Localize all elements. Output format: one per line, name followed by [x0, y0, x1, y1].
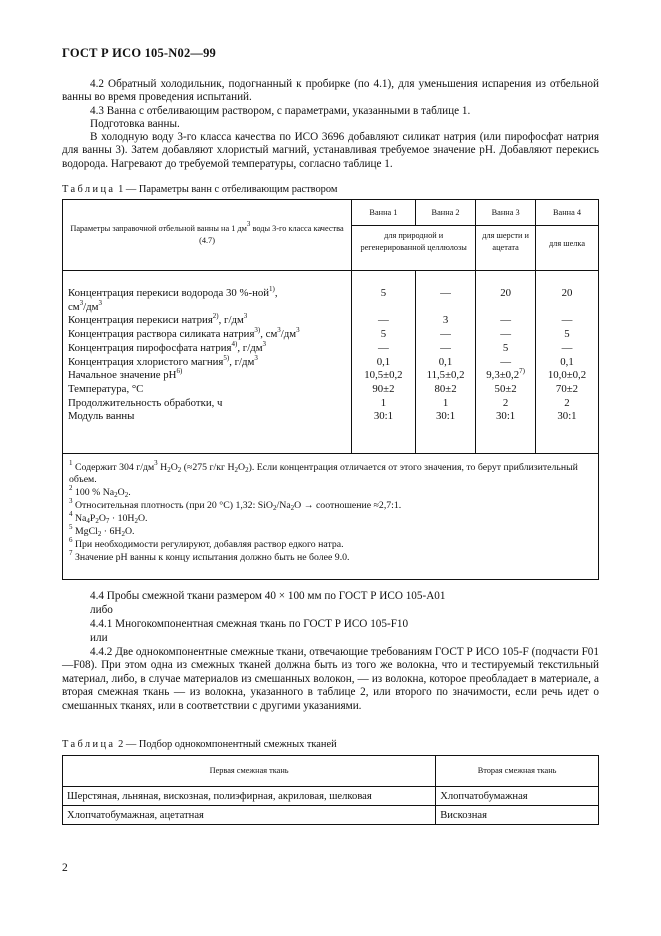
cell-value: 11,5±0,2 — [426, 369, 465, 382]
bath-header: Ванна 4 — [535, 200, 598, 226]
param-row: Концентрация перекиси водорода 30 %-ной$^{1)}$, — [68, 285, 278, 299]
cell-value: $9,3\pm 0,2^{7)}$ — [486, 367, 525, 382]
param-row: Температура, °С — [68, 382, 144, 395]
paragraph-4-4: 4.4 Пробы смежной ткани размером 40 × 100 мм по ГОСТ Р ИСО 105-А01 — [90, 590, 446, 602]
footnote: $^2$ 100 % $Na_2O_2$. — [69, 484, 131, 499]
footnote: $^5$ MgCl$_2$ · $6H_2O$. — [69, 523, 135, 538]
cell-value: 5 — [380, 328, 387, 341]
table1-footnotes — [63, 454, 599, 580]
cell-value: 30:1 — [496, 410, 516, 423]
cell-value: 90±2 — [372, 382, 395, 395]
param-row: $см^3/дм^3$ — [68, 298, 102, 313]
param-header: Параметры заправочной отбельной ванны на 1 $дм^3$ воды 3-го класса качества (4.7) — [63, 200, 352, 271]
document-header: ГОСТ Р ИСО 105-N02—99 — [62, 46, 217, 60]
paragraph-or-2: или — [90, 632, 108, 644]
bath1-values — [352, 271, 416, 454]
fiber-header: для шерсти и ацетата — [476, 226, 536, 271]
param-row: Начальное значение $рН^{6)}$ — [68, 367, 183, 382]
fiber-header: для природной и регенерированной целлюлозы — [352, 226, 476, 271]
bath2-values — [415, 271, 475, 454]
bath4-values — [535, 271, 598, 454]
cell-value: — — [561, 341, 573, 354]
footnote: $^6$ При необходимости регулируют, добавляя раствор едкого натра. — [69, 536, 344, 550]
cell-value: 30:1 — [373, 410, 394, 423]
table-cell: Хлопчатобумажная, ацетатная — [63, 806, 436, 825]
cell-value: — — [440, 341, 451, 354]
table2-header: Вторая смежная ткань — [436, 756, 599, 787]
cell-value: 5 — [564, 328, 570, 341]
footnote: $^7$ Значение рН ванны к концу испытания должно быть не более 9.0. — [69, 549, 350, 563]
page-number: 2 — [62, 862, 68, 874]
cell-value: 5 — [502, 341, 509, 354]
cell-value: 50±2 — [494, 382, 517, 395]
paragraph-or-1: либо — [90, 604, 113, 616]
cell-value: 3 — [442, 314, 449, 327]
cell-value: 10,5±0,2 — [364, 369, 403, 382]
footnote: $^4$ $Na_4P_2O_7 \cdot 10H_2O$. — [69, 510, 148, 525]
paragraph-4-3: 4.3 Ванна с отбеливающим раствором, с параметрами, указанными в таблице 1. — [90, 105, 471, 117]
footnote: $^1$ Содержит 304 $г/дм^3$ $H_2O_2$ (≈275 г/кг $H_2O_2$). Если концентрация отличается от этого значения, то берут приблизительный объем. — [69, 459, 578, 485]
param-row: Концентрация хлористого магния$^{5)}$, $г/дм^3$ — [68, 353, 258, 368]
bath3-values — [476, 271, 536, 454]
cell-value: — — [500, 355, 512, 368]
param-row: Концентрация пирофосфата натрия$^{4)}$, $г/дм^3$ — [68, 339, 267, 354]
cell-value: 30:1 — [557, 410, 577, 423]
paragraph-4-4-1: 4.4.1 Многокомпонентная смежная ткань по ГОСТ Р ИСО 105-F10 — [90, 618, 409, 630]
paragraph-4-2: 4.2 Обратный холодильник, подогнанный к пробирке (по 4.1), для уменьшения испарения из отбельной ванны во время проведения испытаний. — [62, 78, 599, 104]
paragraph-4-4-2: 4.4.2 Две однокомпонентные смежные ткани, отвечающие требованиям ГОСТ Р ИСО 105-F (подчасти F01—F08). При этом одна из смежных тканей должна быть из того же волокна, что и тестируемый текстильный материал, либо, в случае материалов из смешанных волокон, — из волокна, которое преобладает в материале, а вторая смежная ткань — из волокна, указанного в таблице 2, или второго по значимости, если речь идет о смешанных тканях, или в соответствии с другими указаниями. — [62, 646, 599, 712]
cell-value: 0,1 — [376, 355, 391, 368]
cell-value: — — [440, 328, 451, 341]
param-row: Продолжительность обработки, ч — [68, 396, 223, 409]
table2-caption: Таблица 2 — Подбор однокомпонентный смежных тканей — [62, 739, 337, 750]
paragraph-bath-prep-text: В холодную воду 3-го класса качества по ИСО 3696 добавляют силикат натрия (или пирофосфат натрия для ванны 3). Затем добавляют хлористый магний, устанавливая требуемое значение рН. Добавляют перекись водорода. Нагревают до требуемой температуры, согласно таблице 1. — [62, 131, 599, 170]
cell-value: 0,1 — [438, 355, 453, 368]
table-cell: Вискозная — [436, 806, 599, 825]
table1-caption: Таблица 1 — Параметры ванн с отбеливающим раствором — [62, 184, 338, 195]
bath-header: Ванна 2 — [415, 200, 475, 226]
cell-value: 0,1 — [560, 355, 574, 368]
footnote: $^3$ Относительная плотность (при 20 °С) 1,32: $SiO_2/Na_2O$ → соотношение ≈2,7:1. — [69, 497, 402, 512]
cell-value: — — [500, 314, 512, 327]
cell-value: 2 — [502, 396, 509, 409]
cell-value: 1 — [442, 396, 449, 409]
fiber-header: для шелка — [535, 226, 598, 271]
cell-value: 20 — [561, 287, 573, 299]
param-row: Концентрация раствора силиката натрия$^{3)}$, $см^3/дм^3$ — [68, 326, 300, 341]
cell-value: 80±2 — [434, 382, 457, 395]
cell-value: — — [378, 314, 389, 327]
param-row: Концентрация перекиси натрия$^{2)}$, $г/дм^3$ — [68, 312, 248, 327]
table-cell: Хлопчатобумажная — [436, 787, 599, 806]
paragraph-bath-prep: Подготовка ванны. — [90, 118, 180, 130]
cell-value: — — [378, 341, 389, 354]
cell-value: 1 — [380, 396, 387, 409]
cell-value: 2 — [564, 396, 570, 409]
param-names — [63, 271, 352, 454]
table-bath-parameters — [62, 199, 599, 580]
table-adjacent-fabrics — [62, 755, 599, 825]
table-cell: Шерстяная, льняная, вискозная, полиэфирная, акриловая, шелковая — [63, 787, 436, 806]
cell-value: 30:1 — [435, 410, 456, 423]
bath-header: Ванна 1 — [352, 200, 416, 226]
cell-value: 70±2 — [555, 382, 579, 395]
cell-value: 20 — [500, 287, 512, 299]
cell-value: 5 — [380, 287, 387, 299]
table2-header: Первая смежная ткань — [63, 756, 436, 787]
cell-value: — — [440, 287, 451, 299]
param-row: Модуль ванны — [68, 410, 135, 423]
cell-value: — — [500, 328, 512, 341]
cell-value: — — [561, 314, 573, 327]
cell-value: 10,0±0,2 — [547, 369, 587, 382]
bath-header: Ванна 3 — [476, 200, 536, 226]
